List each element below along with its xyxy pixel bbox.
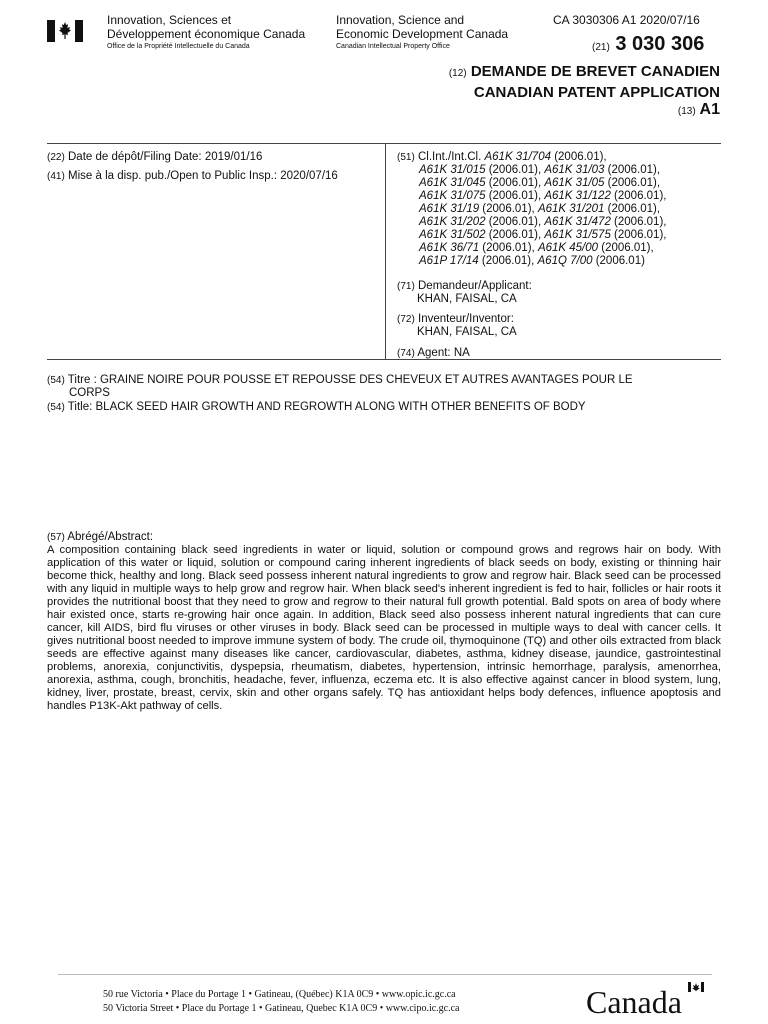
- title-fr-value-cont: CORPS: [69, 387, 110, 399]
- maple-leaf-icon: [59, 22, 71, 40]
- ipc-line: [419, 177, 727, 190]
- ipc-date: (2006.01): [592, 255, 645, 267]
- wordmark-flag-icon: [688, 982, 704, 992]
- ipc-date: (2006.01),: [610, 190, 667, 202]
- ipc-class: A61P 17/14: [419, 255, 479, 267]
- ipc-class: A61K 31/015: [419, 164, 486, 176]
- code-41: (41): [47, 171, 65, 182]
- application-number: [592, 33, 704, 56]
- ipc-class: A61K 31/03: [544, 164, 605, 176]
- top-divider: [47, 143, 721, 144]
- ipc-class: A61K 31/704: [484, 151, 551, 163]
- code-51: (51): [397, 152, 415, 163]
- ipc-date: (2006.01),: [610, 216, 667, 228]
- code-74: (74): [397, 348, 415, 359]
- inventor-value: KHAN, FAISAL, CA: [417, 326, 517, 338]
- ipc-line: [419, 190, 727, 203]
- code-54-en: (54): [47, 402, 65, 413]
- ipc-class: A61K 36/71: [419, 242, 480, 254]
- agent-label: Agent:: [417, 347, 451, 359]
- ipc-date: (2006.01),: [485, 216, 545, 228]
- department-french: [107, 13, 305, 53]
- ipc-label: Cl.Int./Int.Cl.: [418, 151, 482, 163]
- applicant: [397, 280, 532, 306]
- column-divider: [385, 143, 386, 359]
- filing-label: Date de dépôt/Filing Date:: [68, 151, 202, 163]
- ipc-class: A61K 31/575: [544, 229, 611, 241]
- ipc-class: A61K 45/00: [537, 242, 599, 254]
- ipc-date: (2006.01),: [604, 164, 661, 176]
- ipc-class: A61K 31/202: [419, 216, 486, 228]
- ipc-line: [419, 203, 727, 216]
- ipc-date: (2006.01),: [610, 229, 667, 241]
- ipc-line: [419, 242, 727, 255]
- title-fr-label: Titre :: [67, 374, 97, 386]
- code-12: (12): [448, 68, 467, 79]
- inventor: [397, 313, 517, 339]
- ipc-class: A61K 31/05: [544, 177, 605, 189]
- ipc-classification: [397, 151, 727, 268]
- ipc-class: A61K 31/075: [419, 190, 486, 202]
- title-en: CANADIAN PATENT APPLICATION: [473, 84, 720, 101]
- filing-date: [47, 151, 262, 164]
- office-en: Canadian Intellectual Property Office: [336, 43, 450, 50]
- footer-divider: [58, 974, 712, 975]
- ipc-date: (2006.01),: [554, 151, 607, 163]
- office-fr: Office de la Propriété Intellectuelle du Canada: [107, 43, 250, 50]
- footer-line-en: 50 Victoria Street • Place du Portage 1 • Gatineau, Quebec K1A 0C9 • www.cipo.ic.gc.ca: [103, 1003, 460, 1014]
- code-22: (22): [47, 152, 65, 163]
- kind-code: [678, 101, 720, 119]
- ipc-date: (2006.01),: [485, 190, 545, 202]
- ipc-class-list: [397, 164, 727, 268]
- title-en-value: BLACK SEED HAIR GROWTH AND REGROWTH ALONG WITH OTHER BENEFITS OF BODY: [95, 401, 586, 413]
- ipc-date: (2006.01),: [479, 242, 538, 254]
- ipc-class: A61K 31/19: [419, 203, 480, 215]
- document-title: [449, 62, 720, 102]
- title-english: [47, 401, 721, 414]
- ipc-line: [419, 164, 727, 177]
- ipc-date: (2006.01),: [604, 177, 661, 189]
- publication-reference: CA 3030306 A1 2020/07/16: [553, 13, 700, 27]
- title-french: [47, 374, 721, 400]
- ipc-line: [419, 216, 727, 229]
- ipc-date: (2006.01),: [485, 177, 545, 189]
- code-72: (72): [397, 314, 415, 325]
- open-to-public-date: [47, 170, 338, 183]
- abstract-label: Abrégé/Abstract:: [67, 531, 154, 543]
- app-number-value: 3 030 306: [615, 33, 705, 55]
- dept-fr-line2: Développement économique Canada: [107, 27, 306, 41]
- bottom-divider: [47, 359, 721, 360]
- agent-value: NA: [453, 347, 470, 359]
- dept-en-line1: Innovation, Science and: [336, 13, 465, 27]
- ipc-date: (2006.01),: [485, 229, 545, 241]
- department-english: [336, 13, 508, 53]
- applicant-label: Demandeur/Applicant:: [418, 280, 532, 292]
- ipc-date: (2006.01),: [479, 203, 538, 215]
- code-57: (57): [47, 532, 65, 543]
- dept-en-line2: Economic Development Canada: [336, 27, 509, 41]
- code-71: (71): [397, 281, 415, 292]
- ipc-date: (2006.01),: [604, 203, 661, 215]
- canada-flag-icon: [47, 20, 83, 42]
- title-en-label: Title:: [67, 401, 93, 413]
- code-13: (13): [677, 106, 696, 117]
- filing-value: 2019/01/16: [204, 151, 263, 163]
- dept-fr-line1: Innovation, Sciences et: [107, 13, 232, 27]
- ipc-class: A61K 31/122: [544, 190, 611, 202]
- ipc-class: A61K 31/201: [537, 203, 605, 215]
- title-fr-value: GRAINE NOIRE POUR POUSSE ET REPOUSSE DES CHEVEUX ET AUTRES AVANTAGES POUR LE: [99, 374, 633, 386]
- footer-address: [103, 988, 459, 1016]
- kind-value: A1: [699, 101, 720, 118]
- ipc-class: A61K 31/472: [544, 216, 611, 228]
- applicant-value: KHAN, FAISAL, CA: [417, 293, 517, 305]
- ipc-line: [419, 255, 727, 268]
- code-21: (21): [592, 42, 610, 53]
- ipc-date: (2006.01),: [485, 164, 545, 176]
- abstract-heading: [47, 531, 153, 544]
- abstract-text: A composition containing black seed ingredients in water or liquid, solution or compound grows and regrows hair on body. With application of this water or liquid, solution or compound caring inherent ingredients of black seeds on body, existing or thinning hair become thick, healthy and long. Black seed possess inherent natural ingredients to grow and regrow hair. Black seed can be processed with any liquid in multiple ways to help grow and regrow hair. When black seed's inherent ingredient is fed to hair, follicles or hair roots it provides the nutritional boost that they need to grow and regrow to their natural full growth potential. Bald spots on area of body where hair existed once, starts re-growing hair once again. In addition, Black seed also possess inherent natural ingredients that can cure cancer, kill AIDS, bird flu viruses or other viruses in body. Black seed can be processed in multiple ways to deal with cancer cells. It gives nutritional boost needed to improve immune system of body. The crude oil, thymoquinone (TQ) and other oils extracted from black seeds are effective against many diseases like cancer, cardiovascular, diabetes, asthma, kidney disease, jaundice, gastrointestinal problems, anorexia, conjunctivitis, dyspepsia, rheumatism, diabetes, hypertension, intrinsic hemorrhage, paralysis, amenorrhea, anorexia, asthma, cough, bronchitis, headache, fever, influenza, eczema etc. It is also effective against cancer in blood system, lung, kidney, liver, prostate, breast, cervix, skin and other organs safely. TQ has antioxidant helps body defences, influence apoptosis and handles P13K-Akt pathway of cells.: [47, 544, 721, 712]
- open-value: 2020/07/16: [280, 170, 338, 182]
- ipc-date: (2006.01),: [598, 242, 654, 254]
- canada-wordmark: Canada: [586, 984, 682, 1020]
- ipc-class: A61Q 7/00: [537, 255, 593, 267]
- open-label: Mise à la disp. pub./Open to Public Insp.:: [68, 170, 278, 182]
- code-54-fr: (54): [47, 375, 65, 386]
- ipc-class: A61K 31/502: [419, 229, 486, 241]
- ipc-date: (2006.01),: [478, 255, 538, 267]
- inventor-label: Inventeur/Inventor:: [418, 313, 514, 325]
- ipc-line: [419, 229, 727, 242]
- agent: [397, 347, 470, 360]
- ipc-class: A61K 31/045: [419, 177, 486, 189]
- footer-line-fr: 50 rue Victoria • Place du Portage 1 • Gatineau, (Québec) K1A 0C9 • www.opic.ic.gc.ca: [103, 989, 456, 1000]
- title-fr: DEMANDE DE BREVET CANADIEN: [470, 63, 720, 80]
